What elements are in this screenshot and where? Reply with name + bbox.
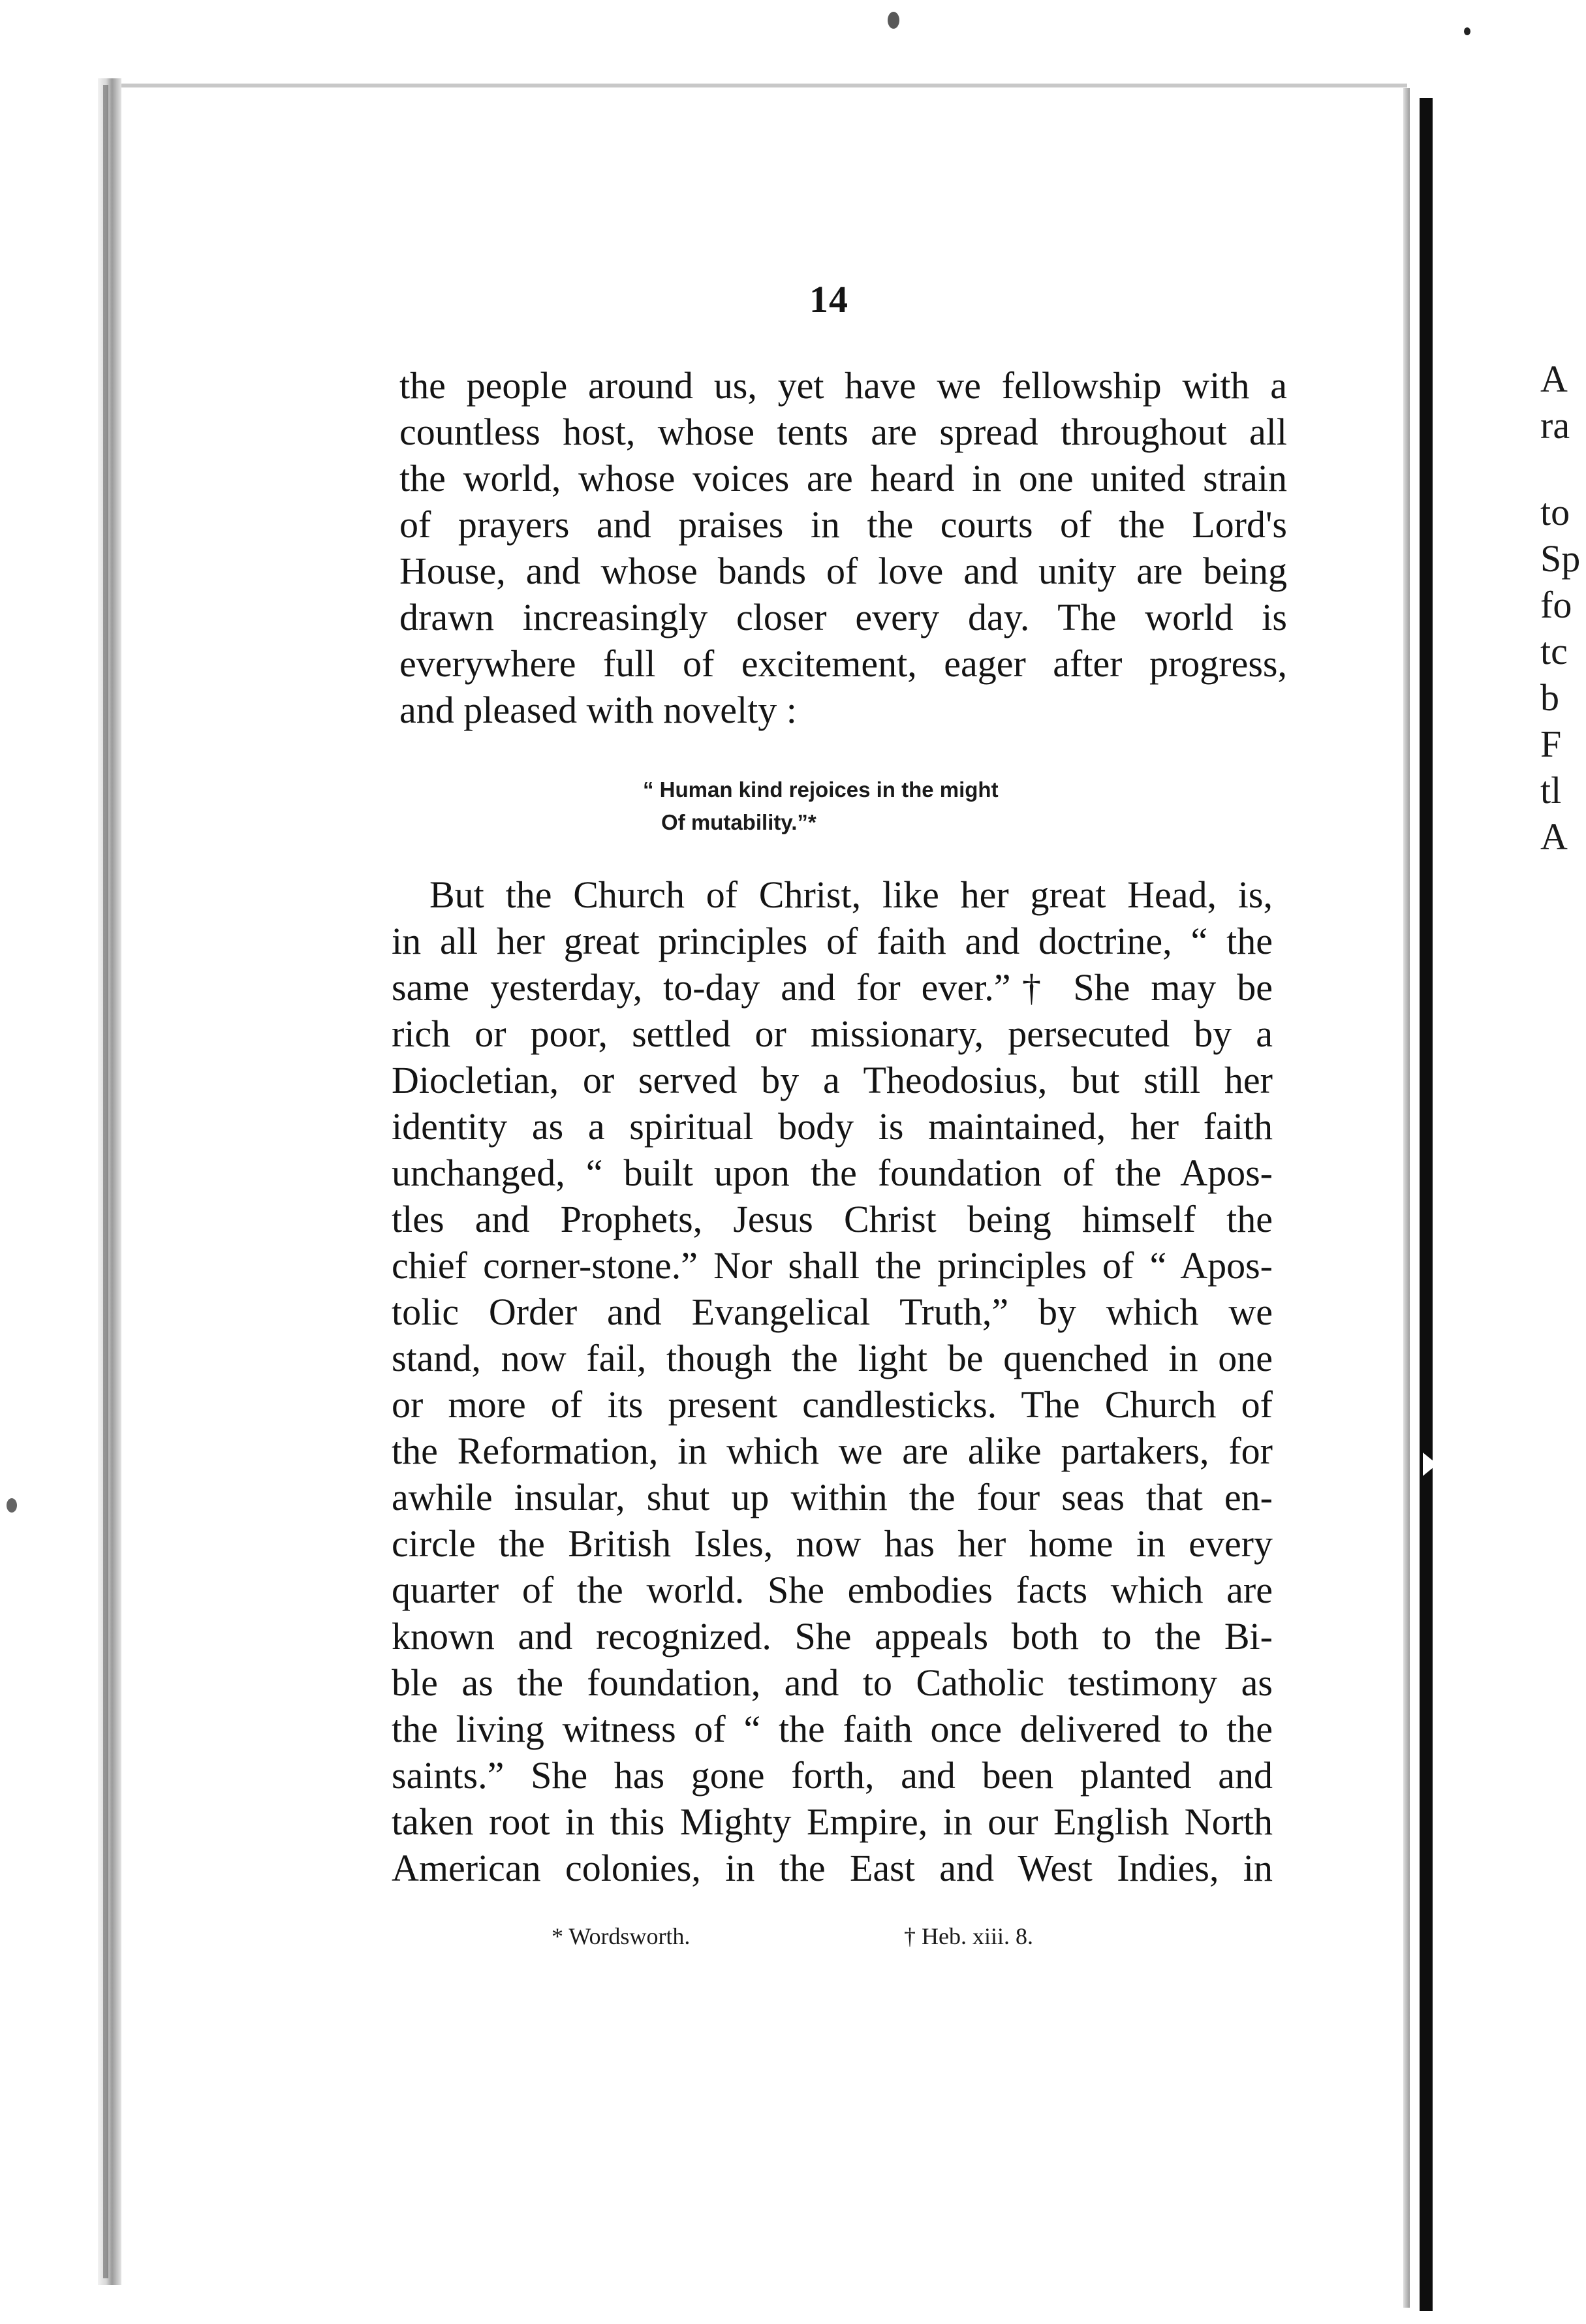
page-top-edge bbox=[121, 84, 1407, 87]
quote-line: “ Human kind rejoices in the might bbox=[643, 777, 999, 802]
text-line: tolic Order and Evangelical Truth,” by which we bbox=[392, 1291, 1273, 1333]
scan-left-edge bbox=[98, 78, 121, 2285]
text-line: awhile insular, shut up within the four seas that en- bbox=[392, 1476, 1273, 1518]
text-line: saints.” She has gone forth, and been planted and bbox=[392, 1754, 1273, 1797]
page-right-edge bbox=[1403, 88, 1410, 2308]
footnote-hebrews: † Heb. xiii. 8. bbox=[904, 1923, 1033, 1949]
scan-speck bbox=[1464, 27, 1470, 35]
text-line: quarter of the world. She embodies facts which are bbox=[392, 1569, 1273, 1611]
fragment-line: Sp bbox=[1540, 537, 1581, 580]
text-line: the Reformation, in which we are alike partakers, for bbox=[392, 1430, 1273, 1472]
text-line: unchanged, “ built upon the foundation of the Apos- bbox=[392, 1152, 1273, 1194]
text-line: the people around us, yet have we fellowship with a bbox=[399, 364, 1287, 407]
fragment-line: tl bbox=[1540, 769, 1562, 811]
text-line: identity as a spiritual body is maintained, her faith bbox=[392, 1105, 1273, 1148]
text-line: known and recognized. She appeals both to the Bi- bbox=[392, 1615, 1273, 1657]
fragment-line: A bbox=[1540, 815, 1568, 858]
text-line: Diocletian, or served by a Theodosius, but still her bbox=[392, 1059, 1273, 1101]
fragment-line: to bbox=[1540, 491, 1570, 533]
text-line: taken root in this Mighty Empire, in our English North bbox=[392, 1800, 1273, 1843]
book-gutter bbox=[1420, 98, 1433, 2311]
text-line: circle the British Isles, now has her home in every bbox=[392, 1522, 1273, 1565]
fragment-line: b bbox=[1540, 676, 1559, 719]
text-line: everywhere full of excitement, eager after progress, bbox=[399, 642, 1287, 685]
quote-line: Of mutability.”* bbox=[661, 810, 816, 834]
fragment-line: A bbox=[1540, 358, 1568, 400]
scan-binding-line bbox=[103, 85, 108, 2278]
text-line: stand, now fail, though the light be quenched in one bbox=[392, 1337, 1273, 1379]
text-line: American colonies, in the East and West Indies, in bbox=[392, 1847, 1273, 1889]
fragment-line: F bbox=[1540, 723, 1562, 765]
text-line: But the Church of Christ, like her great Head, is, bbox=[429, 873, 1273, 916]
text-line: chief corner-stone.” Nor shall the principles of “ Apos- bbox=[392, 1244, 1273, 1287]
fragment-line: tc bbox=[1540, 630, 1568, 672]
fragment-line: fo bbox=[1540, 584, 1572, 626]
scan-speck bbox=[888, 12, 899, 29]
text-line: the world, whose voices are heard in one united strain bbox=[399, 457, 1287, 499]
text-line: rich or poor, settled or missionary, persecuted by a bbox=[392, 1013, 1273, 1055]
text-line: same yesterday, to-day and for ever.”† She may be bbox=[392, 966, 1273, 1009]
text-line: of prayers and praises in the courts of the Lord's bbox=[399, 503, 1287, 546]
text-line: and pleased with novelty : bbox=[399, 689, 797, 731]
adjacent-page-fragment bbox=[1540, 356, 1580, 860]
scan-speck bbox=[7, 1498, 17, 1513]
footnote-wordsworth: * Wordsworth. bbox=[552, 1923, 691, 1949]
text-line: drawn increasingly closer every day. The world is bbox=[399, 596, 1287, 638]
text-line: or more of its present candlesticks. The Church of bbox=[392, 1383, 1273, 1426]
text-line: countless host, whose tents are spread throughout all bbox=[399, 411, 1287, 453]
page-number: 14 bbox=[809, 278, 848, 321]
text-line: House, and whose bands of love and unity are being bbox=[399, 550, 1287, 592]
text-line: the living witness of “ the faith once delivered to the bbox=[392, 1708, 1273, 1750]
fragment-line: ra bbox=[1540, 404, 1570, 447]
text-line: ble as the foundation, and to Catholic testimony as bbox=[392, 1661, 1273, 1704]
text-line: in all her great principles of faith and doctrine, “ the bbox=[392, 920, 1273, 962]
text-line: tles and Prophets, Jesus Christ being himself the bbox=[392, 1198, 1273, 1240]
paragraph-2 bbox=[392, 872, 1273, 1891]
block-quote bbox=[643, 774, 999, 839]
paragraph-1 bbox=[399, 362, 1287, 733]
